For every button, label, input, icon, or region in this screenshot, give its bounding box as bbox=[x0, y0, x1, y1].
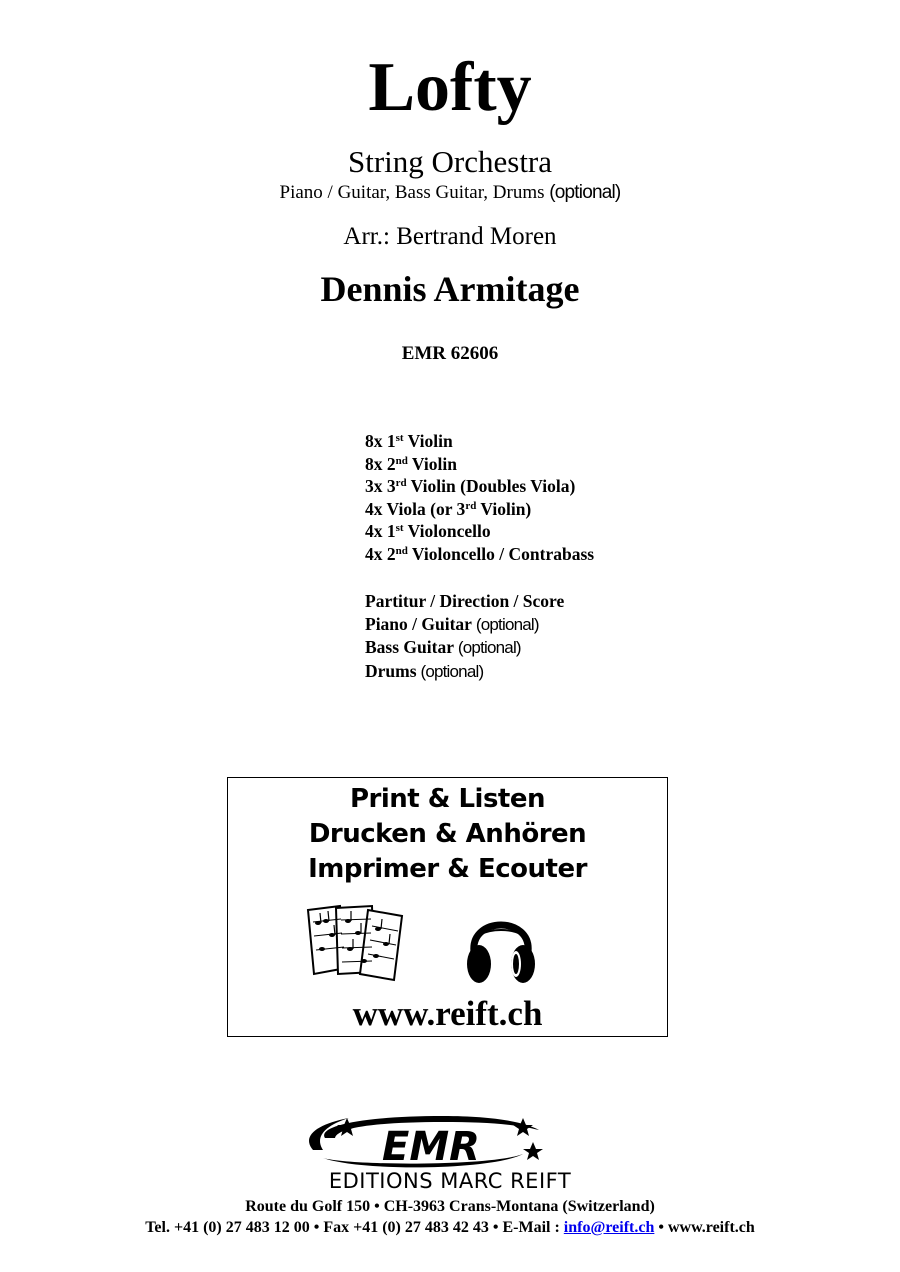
part-item: 8x 2nd Violin bbox=[365, 453, 457, 474]
catalog-number: EMR 62606 bbox=[401, 343, 499, 364]
publisher-name: EDITIONS MARC REIFT bbox=[328, 1169, 572, 1192]
publisher-address: Route du Golf 150 • CH-3963 Crans-Montana (Switzerland) bbox=[245, 1198, 655, 1215]
sheet-music-icon bbox=[302, 902, 414, 984]
headphones-icon bbox=[464, 902, 538, 986]
score-item: Drums (optional) bbox=[365, 660, 484, 681]
ensemble-subtitle: String Orchestra bbox=[347, 144, 553, 179]
publisher-contact: Tel. +41 (0) 27 483 12 00 • Fax +41 (0) 27 483 42 43 • E-Mail : info@reift.ch • www.reift.ch bbox=[145, 1219, 755, 1236]
instruments-text: Piano / Guitar, Bass Guitar, Drums bbox=[279, 182, 545, 203]
promo-line-english: Print & Listen bbox=[349, 784, 546, 814]
promo-line-german: Drucken & Anhören bbox=[308, 819, 587, 849]
score-item: Piano / Guitar (optional) bbox=[365, 613, 539, 634]
optional-label: (optional) bbox=[549, 182, 621, 203]
part-item: 4x 2nd Violoncello / Contrabass bbox=[365, 543, 595, 564]
promo-line-french: Imprimer & Ecouter bbox=[308, 854, 587, 884]
svg-text:EMR: EMR bbox=[382, 1124, 480, 1170]
arranger: Arr.: Bertrand Moren bbox=[343, 223, 557, 250]
composer: Dennis Armitage bbox=[320, 269, 580, 309]
promo-website[interactable]: www.reift.ch bbox=[352, 994, 543, 1033]
optional-instruments bbox=[0, 180, 900, 206]
part-item: 8x 1st Violin bbox=[365, 431, 453, 451]
part-item: 4x 1st Violoncello bbox=[365, 521, 491, 541]
score-item: Partitur / Direction / Score bbox=[365, 591, 565, 611]
parts-list bbox=[365, 430, 594, 565]
email-link[interactable]: info@reift.ch bbox=[563, 1219, 655, 1236]
print-listen-box bbox=[227, 777, 668, 1037]
part-item: 4x Viola (or 3rd Violin) bbox=[365, 498, 532, 519]
part-item: 3x 3rd Violin (Doubles Viola) bbox=[365, 476, 576, 496]
emr-logo bbox=[253, 1108, 647, 1192]
page-title: Lofty bbox=[368, 49, 532, 126]
score-item: Bass Guitar (optional) bbox=[365, 637, 521, 657]
score-list bbox=[365, 590, 564, 683]
